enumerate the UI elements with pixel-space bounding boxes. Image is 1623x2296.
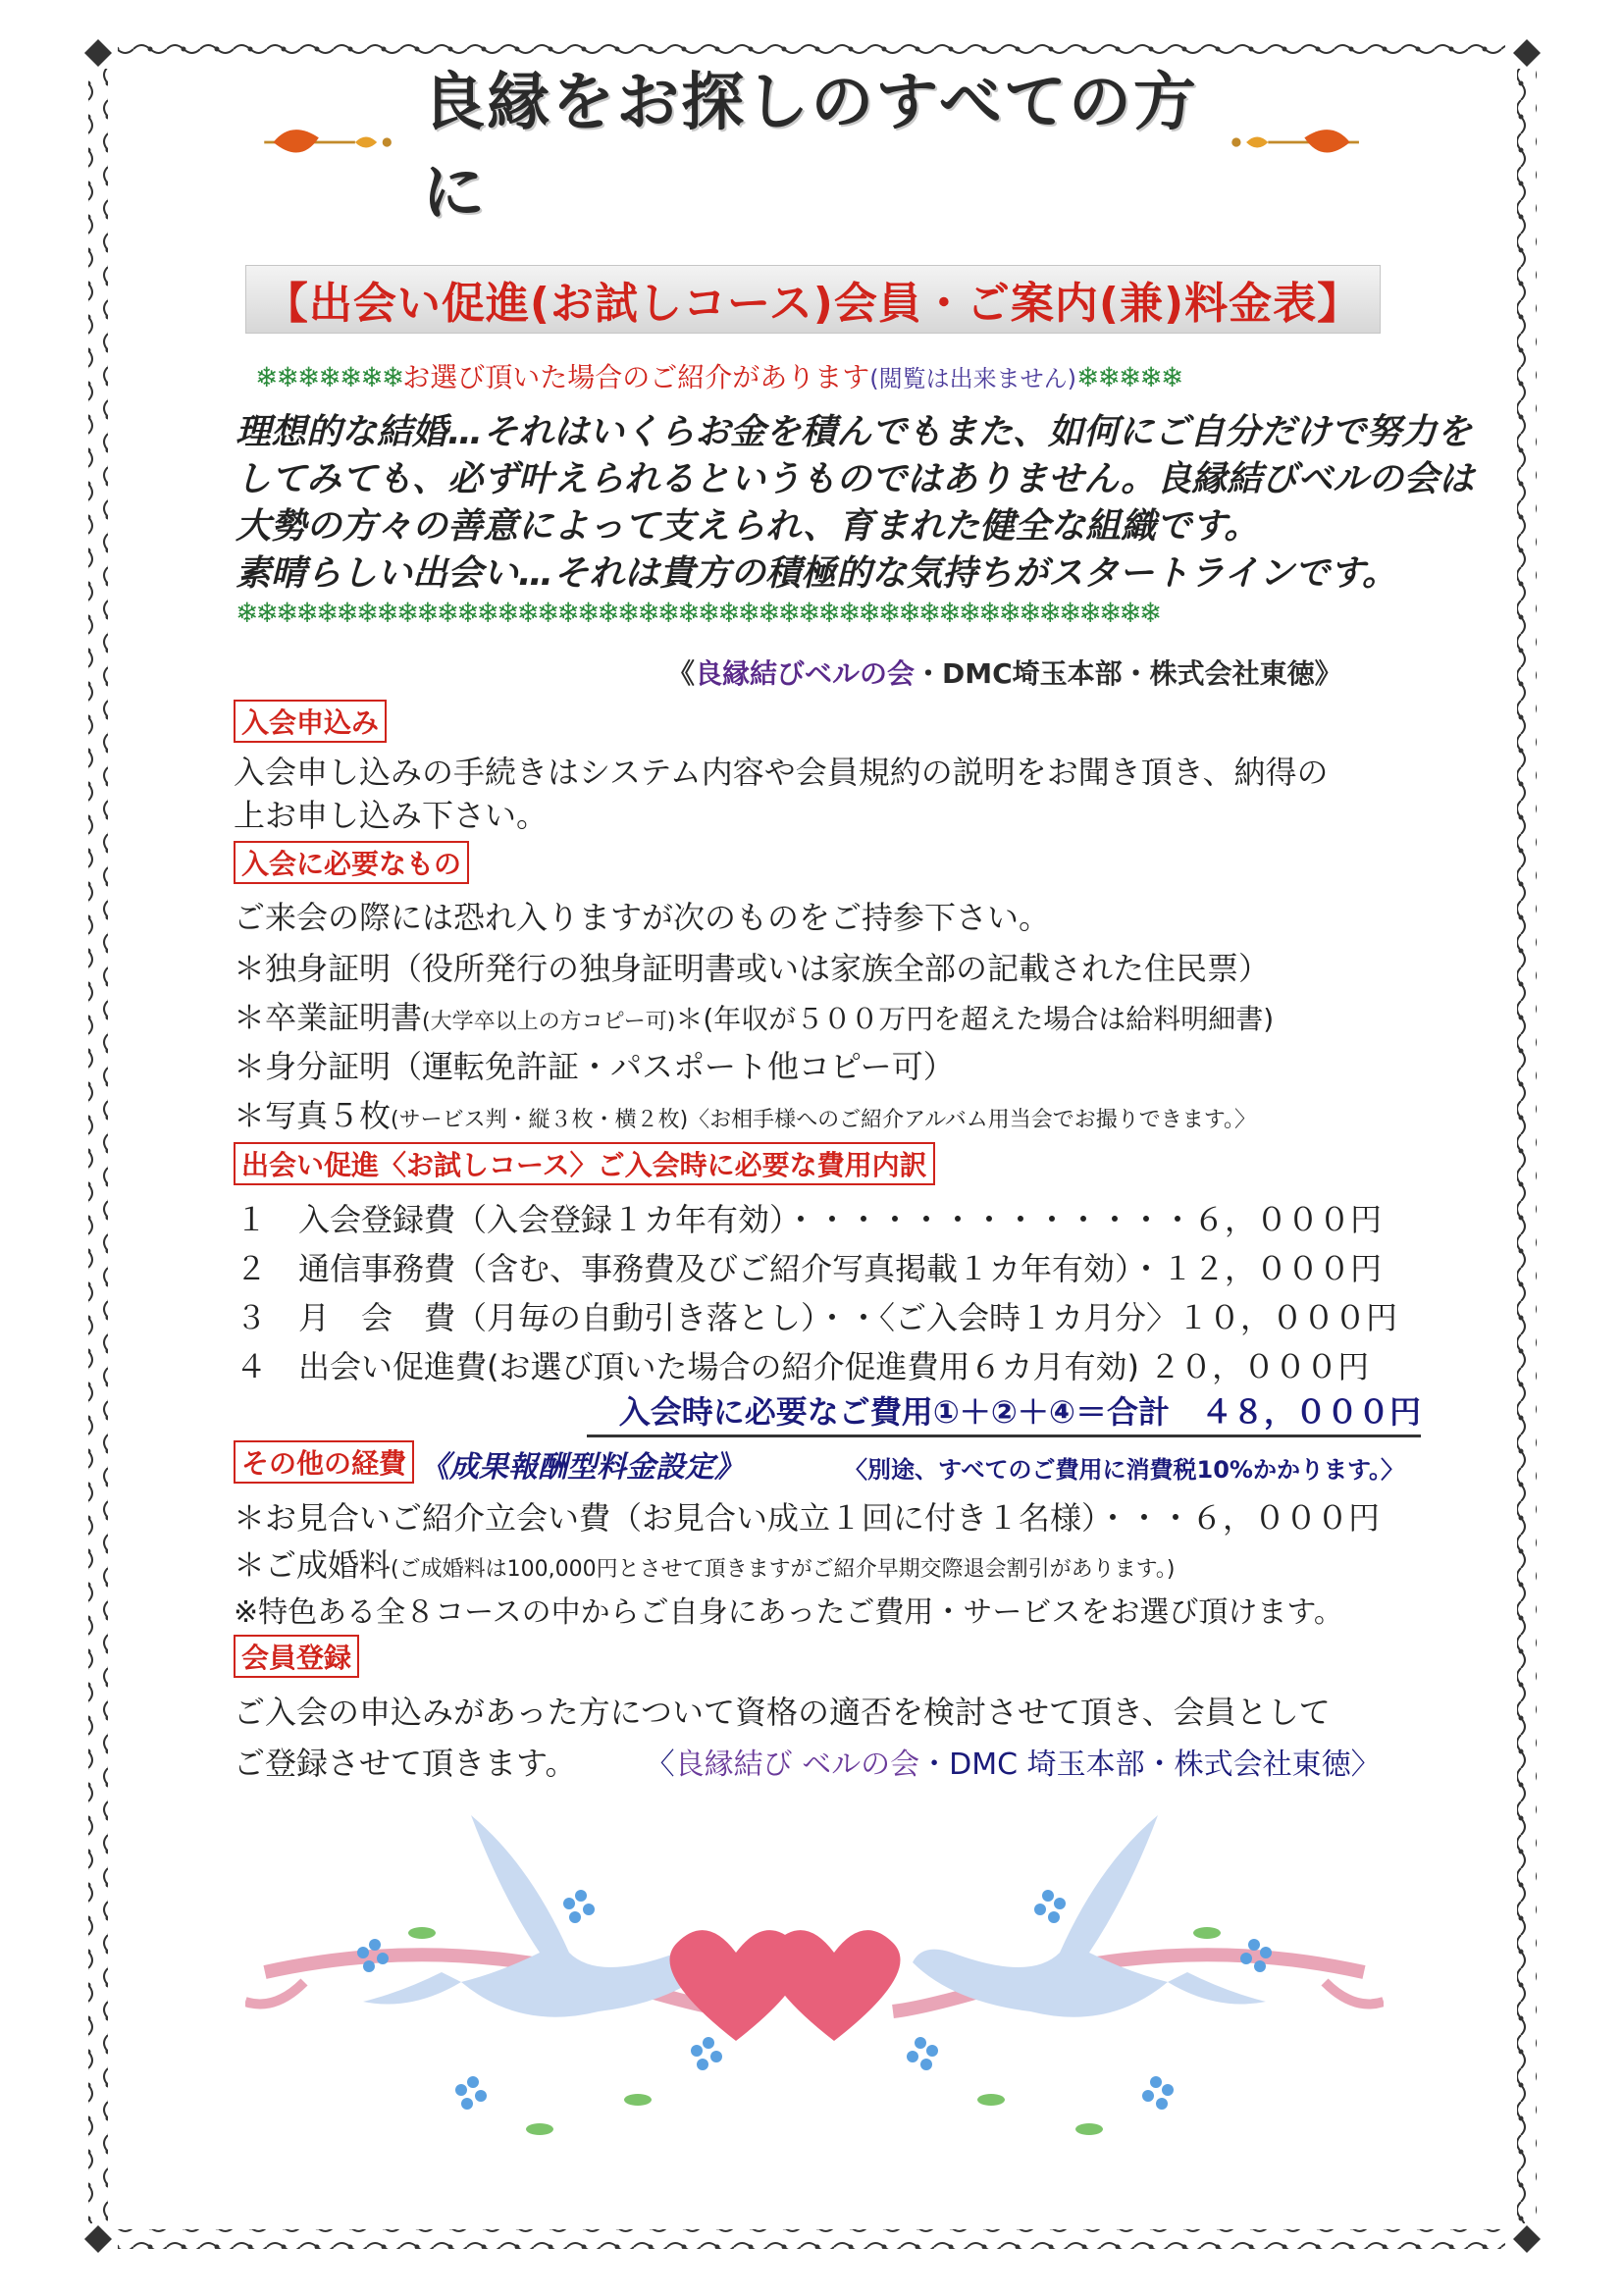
sec4-item-2 bbox=[234, 1540, 1175, 1586]
sec1-line-1: 入会申し込みの手続きはシステム内容や会員規約の説明をお聞き頂き、納得の bbox=[234, 754, 1329, 791]
sec5-line-2 bbox=[234, 1739, 1381, 1784]
fee-row-4: ４ 出会い促進費(お選び頂いた場合の紹介促進費用６カ月有効) ２０，０００円 bbox=[236, 1348, 1370, 1385]
notice-line bbox=[255, 356, 1181, 395]
intro-line-4: 素晴らしい出会い…それは貴方の積極的な気持ちがスタートラインです。 bbox=[236, 553, 1398, 594]
heart-right bbox=[768, 1930, 901, 2041]
section-label-registration: 会員登録 bbox=[234, 1635, 359, 1678]
sec4-tax-note: 〈別途、すべてのご費用に消費税10%かかります。〉 bbox=[844, 1456, 1405, 1484]
sec2-item-2 bbox=[234, 993, 1274, 1038]
sig-org: 良縁結びベルの会 bbox=[695, 657, 916, 690]
sec5-line-1: ご入会の申込みがあった方について資格の適否を検討させて頂き、会員として bbox=[234, 1694, 1331, 1731]
sec4-item-2a: ＊ご成婚料 bbox=[234, 1546, 392, 1584]
doves-hearts-illustration bbox=[245, 1805, 1384, 2159]
sig-open: 〈 bbox=[645, 1748, 675, 1782]
notice-main: お選び頂いた場合のご紹介があります bbox=[402, 361, 870, 393]
section-label-fees: 出会い促進〈お試しコース〉ご入会時に必要な費用内訳 bbox=[234, 1142, 935, 1185]
section-label-requirements: 入会に必要なもの bbox=[234, 841, 469, 884]
fee-row-2: ２ 通信事務費（含む、事務費及びご紹介写真掲載１カ年有効）・１２，０００円 bbox=[236, 1250, 1383, 1287]
stars-right: ❄❄❄❄❄ bbox=[1075, 361, 1182, 393]
sec5-line-2-text: ご登録させて頂きます。 bbox=[234, 1745, 577, 1782]
sec2-item-4-small: (サービス判・縦３枚・横２枚)〈お相手様へのご紹介アルバム用当会でお撮りできます。〉 bbox=[391, 1108, 1257, 1132]
subtitle-text: 【出会い促進(お試しコース)会員・ご案内(兼)料金表】 bbox=[264, 279, 1362, 329]
title-row bbox=[255, 67, 1368, 230]
subtitle-banner bbox=[245, 265, 1381, 334]
intro-line-2: してみても、必ず叶えられるというものではありません。良縁結びベルの会は bbox=[236, 459, 1475, 499]
sig-rest: ・DMC埼玉本部・株式会社東徳》 bbox=[915, 657, 1342, 690]
sec2-item-2a: ＊卒業証明書 bbox=[234, 999, 423, 1036]
sec2-intro: ご来会の際には恐れ入りますが次のものをご持参下さい。 bbox=[234, 899, 1051, 936]
section-label-other-costs: その他の経費 bbox=[234, 1440, 414, 1484]
sec1-line-2: 上お申し込み下さい。 bbox=[234, 797, 549, 834]
sig-rest: ・DMC 埼玉本部・株式会社東徳〉 bbox=[919, 1748, 1381, 1782]
dove-left bbox=[363, 1815, 716, 2017]
leaf-ornament-icon bbox=[1223, 113, 1368, 172]
section-label-application: 入会申込み bbox=[234, 700, 387, 743]
sig-org: 良縁結び ベルの会 bbox=[674, 1748, 920, 1782]
page-title: 良縁をお探しのすべての方に bbox=[422, 67, 1198, 230]
sec5-signature bbox=[646, 1748, 1381, 1782]
intro-line-3: 大勢の方々の善意によって支えられ、育まれた健全な組織です。 bbox=[236, 506, 1260, 547]
dove-right bbox=[913, 1815, 1266, 2017]
sec2-item-4a: ＊写真５枚 bbox=[234, 1097, 392, 1134]
sec2-item-2b: ＊(年収が５００万円を超えた場合は給料明細書) bbox=[675, 1003, 1275, 1035]
signature-top bbox=[667, 652, 1342, 692]
sec2-item-4 bbox=[234, 1091, 1256, 1136]
stars-left: ❄❄❄❄❄❄❄ bbox=[255, 361, 403, 393]
fee-row-1: １ 入会登録費（入会登録１カ年有効）・・・・・・・・・・・・・６，０００円 bbox=[236, 1201, 1383, 1238]
sig-open: 《 bbox=[667, 657, 696, 690]
fee-row-3: ３ 月 会 費（月毎の自動引き落とし）・・〈ご入会時１カ月分〉１０，０００円 bbox=[236, 1299, 1398, 1336]
leaf-ornament-icon bbox=[255, 113, 400, 172]
notice-note: (閲覧は出来ません) bbox=[869, 365, 1076, 392]
sec2-item-2-small: (大学卒以上の方コピー可) bbox=[422, 1010, 676, 1034]
stars-divider: ❄❄❄❄❄❄❄❄❄❄❄❄❄❄❄❄❄❄❄❄❄❄❄❄❄❄❄❄❄❄❄❄❄❄❄❄❄❄❄❄❄❄❄❄❄❄ bbox=[236, 597, 1160, 629]
sec2-item-1: ＊独身証明（役所発行の独身証明書或いは家族全部の記載された住民票） bbox=[234, 950, 1271, 987]
sec4-tagline: 《成果報酬型料金設定》 bbox=[420, 1450, 744, 1485]
fee-total: 入会時に必要なご費用①＋②＋④＝合計 ４８，０００円 bbox=[587, 1387, 1421, 1437]
sec4-note: ※特色ある全８コースの中からご自身にあったご費用・サービスをお選び頂けます。 bbox=[234, 1595, 1343, 1630]
intro-line-1: 理想的な結婚…それはいくらお金を積んでもまた、如何にご自分だけで努力を bbox=[236, 412, 1473, 452]
sec4-item-2-small: (ご成婚料は100,000円とさせて頂きますがご紹介早期交際退会割引があります。) bbox=[391, 1557, 1176, 1582]
sec4-item-1: ＊お見合いご紹介立会い費（お見合い成立１回に付き１名様）・・・６，０００円 bbox=[234, 1499, 1381, 1537]
sec2-item-3: ＊身分証明（運転免許証・パスポート他コピー可） bbox=[234, 1048, 955, 1085]
